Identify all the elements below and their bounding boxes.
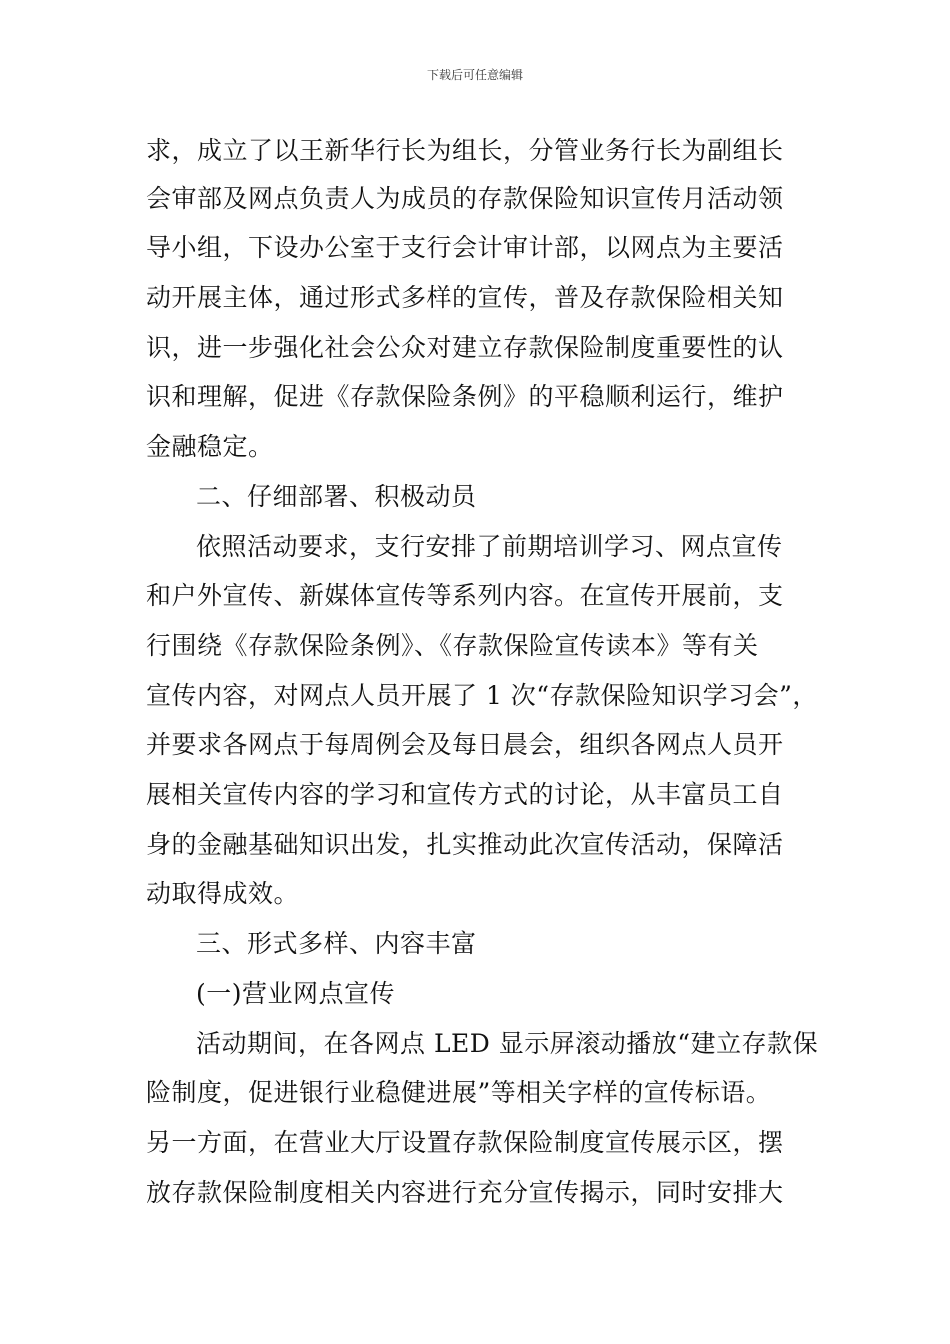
section-heading: 二、仔细部署、积极动员 xyxy=(196,482,477,511)
body-line: 识和理解，促进《存款保险条例》的平稳顺利运行，维护 xyxy=(146,382,784,411)
body-line: 宣传内容，对网点人员开展了 1 次“存款保险知识学习会”， xyxy=(146,681,818,710)
body-line: 和户外宣传、新媒体宣传等系列内容。在宣传开展前，支 xyxy=(146,581,784,610)
body-line: 行围绕《存款保险条例》、《存款保险宣传读本》等有关 xyxy=(146,631,759,660)
body-line: 动开展主体，通过形式多样的宣传，普及存款保险相关知 xyxy=(146,283,784,312)
body-line: 求，成立了以王新华行长为组长，分管业务行长为副组长 xyxy=(146,136,784,165)
body-line: 依照活动要求，支行安排了前期培训学习、网点宣传 xyxy=(196,532,783,561)
body-line: 并要求各网点于每周例会及每日晨会，组织各网点人员开 xyxy=(146,730,784,759)
body-line: 险制度，促进银行业稳健进展”等相关字样的宣传标语。 xyxy=(146,1078,772,1107)
section-heading: 三、形式多样、内容丰富 xyxy=(196,929,477,958)
body-line: 动取得成效。 xyxy=(146,879,300,908)
body-line: 展相关宣传内容的学习和宣传方式的讨论，从丰富员工自 xyxy=(146,780,784,809)
subsection-heading: (一)营业网点宣传 xyxy=(196,979,396,1008)
body-line: 另一方面，在营业大厅设置存款保险制度宣传展示区，摆 xyxy=(146,1128,784,1157)
body-line: 身的金融基础知识出发，扎实推动此次宣传活动，保障活 xyxy=(146,830,784,859)
body-line: 识，进一步强化社会公众对建立存款保险制度重要性的认 xyxy=(146,333,784,362)
body-line: 会审部及网点负责人为成员的存款保险知识宣传月活动领 xyxy=(146,184,784,213)
body-line: 放存款保险制度相关内容进行充分宣传揭示，同时安排大 xyxy=(146,1178,784,1207)
body-line: 金融稳定。 xyxy=(146,432,274,461)
body-line: 活动期间，在各网点 LED 显示屏滚动播放“建立存款保 xyxy=(196,1029,819,1058)
body-line: 导小组，下设办公室于支行会计审计部，以网点为主要活 xyxy=(146,233,784,262)
page-header-note: 下载后可任意编辑 xyxy=(426,68,523,82)
